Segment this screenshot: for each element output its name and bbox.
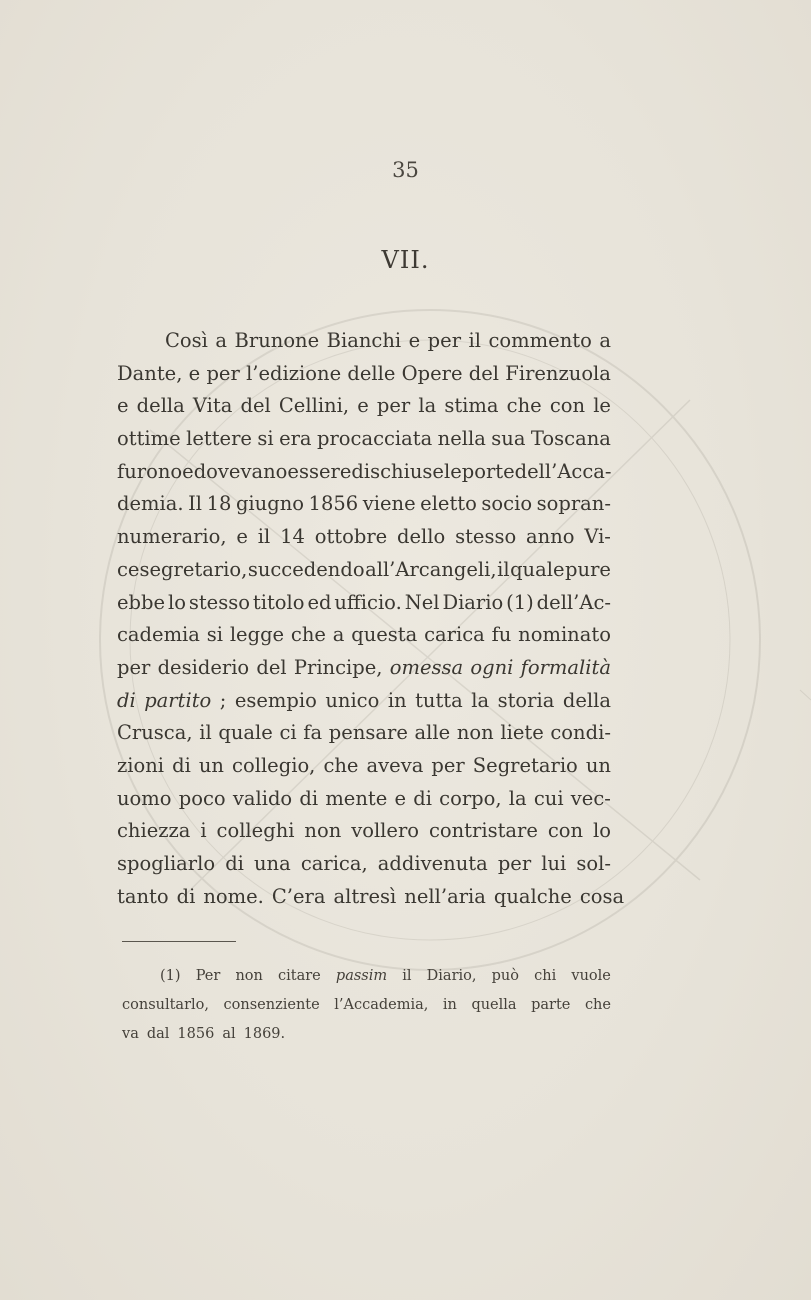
- body-word: dell’Acca-: [514, 459, 612, 483]
- body-word: liete: [500, 721, 544, 745]
- body-word: demia.: [117, 492, 184, 516]
- body-word: stima: [444, 394, 499, 418]
- body-word: del: [240, 394, 271, 418]
- body-word: questa: [351, 623, 418, 647]
- body-word: la: [508, 786, 527, 810]
- footnote-word: che: [584, 997, 611, 1013]
- body-word: ufficio.: [334, 590, 402, 614]
- footnote-line: [122, 962, 611, 991]
- body-word: ottobre: [314, 525, 388, 549]
- footnote-word: citare: [278, 968, 321, 984]
- body-line: [117, 881, 625, 914]
- body-word: unico: [325, 688, 380, 712]
- footnote-word: Diario,: [426, 968, 477, 984]
- body-word: ed: [307, 590, 332, 614]
- body-text: [117, 325, 625, 913]
- body-word: dischiuse: [351, 459, 444, 483]
- body-word: e: [408, 329, 421, 352]
- body-word: Principe,: [293, 655, 383, 679]
- body-word: mente: [325, 786, 388, 810]
- body-word: in: [387, 688, 407, 712]
- body-word: carica: [424, 623, 485, 647]
- body-word: del: [256, 655, 287, 679]
- body-word: ogni: [470, 655, 514, 679]
- body-word: Crusca,: [117, 721, 193, 745]
- body-word: altresì: [333, 884, 397, 908]
- body-word: cademia: [117, 623, 200, 647]
- footnote-word: vuole: [571, 968, 611, 984]
- body-word: si: [206, 623, 223, 647]
- body-word: contristare: [428, 819, 538, 843]
- body-word: lo: [167, 590, 186, 614]
- body-word: nella: [437, 427, 486, 451]
- body-word: per: [376, 394, 411, 418]
- body-word: Il: [188, 492, 203, 516]
- body-word: di: [299, 786, 319, 810]
- body-word: ci: [279, 721, 297, 745]
- body-word: vec-: [570, 786, 611, 810]
- body-word: e: [357, 394, 369, 418]
- footnote-word: Per: [195, 968, 221, 984]
- body-word: di: [172, 753, 191, 777]
- body-word: poco: [178, 786, 226, 810]
- body-word: chiezza: [117, 819, 191, 843]
- footnote-word: dal: [146, 1026, 170, 1042]
- body-line: [117, 521, 611, 554]
- body-word: all’Arcangeli,: [365, 557, 497, 581]
- footnote-word: consenziente: [223, 997, 320, 1013]
- body-word: la: [471, 688, 490, 712]
- body-word: legge: [229, 623, 285, 647]
- body-word: che: [506, 394, 542, 418]
- body-word: e: [188, 361, 201, 385]
- body-line: [117, 815, 611, 848]
- body-line: [117, 390, 611, 423]
- body-word: sopran-: [536, 492, 611, 516]
- body-word: Bianchi: [326, 329, 402, 352]
- footnote-word: passim: [335, 968, 388, 984]
- body-word: la: [418, 394, 437, 418]
- body-word: storia: [497, 688, 555, 712]
- body-word: si: [257, 427, 274, 451]
- body-word: lo: [592, 819, 611, 843]
- body-word: stesso: [188, 590, 250, 614]
- body-word: una: [254, 852, 291, 875]
- body-word: dello: [397, 525, 446, 549]
- body-word: porte: [461, 459, 515, 483]
- body-word: collegio,: [232, 753, 316, 777]
- footnote-line: [122, 991, 611, 1020]
- body-word: della: [562, 688, 611, 712]
- body-word: quale: [218, 721, 273, 745]
- body-word: C’era: [271, 884, 326, 908]
- body-word: era: [279, 427, 312, 451]
- body-word: alle: [414, 721, 451, 745]
- body-word: non: [304, 819, 342, 843]
- body-word: formalità: [520, 655, 611, 679]
- footnote-word: può: [491, 968, 519, 984]
- body-line: [117, 652, 611, 685]
- footnote-word: 1869.: [243, 1026, 286, 1042]
- body-word: di: [225, 852, 244, 875]
- body-word: pensare: [328, 721, 408, 745]
- body-word: 1856: [308, 492, 359, 516]
- body-word: commento: [488, 329, 592, 352]
- body-word: esempio: [234, 688, 317, 712]
- body-word: sua: [491, 427, 526, 451]
- body-word: un: [585, 753, 611, 777]
- body-word: con: [547, 819, 584, 843]
- body-word: dell’Ac-: [536, 590, 611, 614]
- body-word: anno: [526, 525, 575, 549]
- body-line: [117, 783, 611, 816]
- body-word: a: [599, 329, 611, 352]
- body-word: per: [117, 655, 151, 679]
- body-word: delle: [347, 361, 396, 385]
- body-word: lui: [541, 852, 567, 875]
- body-word: Vi-: [584, 525, 611, 549]
- body-word: un: [198, 753, 224, 777]
- footnote-word: il: [402, 968, 412, 984]
- body-word: (1): [506, 590, 534, 614]
- footnote-word: non: [235, 968, 263, 984]
- footnote-word: consultarlo,: [122, 997, 209, 1013]
- body-word: succedendo: [247, 557, 365, 581]
- footnote-word: l’Accademia,: [334, 997, 429, 1013]
- chapter-heading: VII.: [381, 246, 430, 274]
- body-word: Diario: [442, 590, 504, 614]
- body-line: [117, 488, 611, 521]
- body-word: non: [456, 721, 494, 745]
- body-word: dovevano: [193, 459, 288, 483]
- body-word: nome.: [203, 884, 264, 908]
- body-word: Vita: [192, 394, 233, 418]
- body-word: giugno: [235, 492, 305, 516]
- body-word: il: [468, 329, 482, 352]
- body-word: pure: [565, 557, 611, 581]
- body-word: Segretario: [472, 753, 578, 777]
- body-word: quale: [510, 557, 565, 581]
- body-word: nell’aria: [404, 884, 486, 908]
- body-word: lettere: [186, 427, 252, 451]
- body-word: cosa: [579, 884, 625, 908]
- body-word: Nel: [404, 590, 440, 614]
- body-word: il: [199, 721, 212, 745]
- body-word: e: [394, 786, 407, 810]
- body-word: fu: [491, 623, 512, 647]
- body-word: ebbe: [117, 590, 166, 614]
- footnote-word: va: [122, 1026, 139, 1042]
- body-line: [117, 325, 611, 358]
- body-line: [117, 717, 611, 750]
- body-word: i: [200, 819, 207, 843]
- body-word: qualche: [493, 884, 572, 908]
- body-word: socio: [481, 492, 533, 516]
- body-word: il: [257, 525, 271, 549]
- body-word: omessa: [389, 655, 464, 679]
- body-word: aveva: [366, 753, 424, 777]
- body-word: condi-: [550, 721, 611, 745]
- body-word: desiderio: [157, 655, 250, 679]
- body-word: corpo,: [439, 786, 502, 810]
- body-word: furono: [117, 459, 183, 483]
- body-word: Opere: [401, 361, 463, 385]
- body-line: [117, 750, 611, 783]
- body-line: [117, 619, 611, 652]
- footnote-word: chi: [534, 968, 557, 984]
- body-word: sol-: [576, 852, 611, 875]
- body-word: uomo: [117, 786, 172, 810]
- body-word: stesso: [455, 525, 517, 549]
- body-word: l’edizione: [246, 361, 342, 385]
- body-word: titolo: [252, 590, 305, 614]
- body-word: del: [468, 361, 500, 385]
- body-word: addivenuta: [377, 852, 488, 875]
- body-word: tutta: [415, 688, 463, 712]
- body-word: Brunone: [234, 329, 320, 352]
- body-word: essere: [287, 459, 352, 483]
- body-word: zioni: [117, 753, 165, 777]
- body-word: Così: [165, 329, 208, 352]
- body-word: 14: [280, 525, 305, 549]
- body-word: con: [549, 394, 586, 418]
- body-word: per: [497, 852, 532, 875]
- body-word: della: [136, 394, 185, 418]
- body-line: [117, 358, 611, 391]
- body-word: nominato: [518, 623, 611, 647]
- body-word: il: [497, 557, 510, 581]
- body-word: ottime: [117, 427, 181, 451]
- body-line: [117, 423, 611, 456]
- footnote-line: [122, 1020, 611, 1049]
- body-word: che: [290, 623, 326, 647]
- body-word: le: [443, 459, 462, 483]
- body-word: e: [236, 525, 248, 549]
- body-line: [117, 848, 611, 881]
- body-word: Cellini,: [278, 394, 350, 418]
- body-word: le: [593, 394, 611, 418]
- body-word: Firenzuola: [505, 361, 611, 385]
- body-word: e: [117, 394, 129, 418]
- body-word: numerario,: [117, 525, 227, 549]
- footnote-word: al: [222, 1026, 236, 1042]
- body-word: valido: [232, 786, 293, 810]
- body-line: [117, 554, 611, 587]
- footnote-word: quella: [471, 997, 517, 1013]
- body-word: procacciata: [316, 427, 433, 451]
- page-number: 35: [392, 158, 419, 182]
- body-word: per: [431, 753, 465, 777]
- body-word: a: [332, 623, 345, 647]
- body-word: che: [323, 753, 359, 777]
- body-word: di: [117, 688, 136, 712]
- body-line: [117, 587, 611, 620]
- body-word: partito: [144, 688, 212, 712]
- body-word: a: [215, 329, 228, 352]
- footnote-separator: [122, 941, 236, 942]
- body-word: vollero: [351, 819, 420, 843]
- body-word: ;: [219, 688, 227, 712]
- body-line: [117, 456, 611, 489]
- body-word: per: [206, 361, 240, 385]
- body-word: Dante,: [117, 361, 183, 385]
- footnote-word: 1856: [177, 1026, 215, 1042]
- body-word: e: [182, 459, 194, 483]
- body-word: cui: [533, 786, 564, 810]
- footnote-word: parte: [531, 997, 571, 1013]
- body-word: eletto: [420, 492, 477, 516]
- body-word: tanto: [117, 884, 169, 908]
- footnote-word: in: [442, 997, 457, 1013]
- body-word: carica,: [300, 852, 368, 875]
- footnote: [122, 962, 611, 1049]
- body-word: viene: [362, 492, 416, 516]
- body-word: per: [427, 329, 462, 352]
- body-word: Toscana: [530, 427, 611, 451]
- body-word: colleghi: [216, 819, 295, 843]
- body-word: di: [176, 884, 196, 908]
- body-word: di: [413, 786, 432, 810]
- body-word: fa: [303, 721, 323, 745]
- body-word: cesegretario,: [117, 557, 248, 581]
- body-word: spogliarlo: [117, 852, 216, 875]
- footnote-word: (1): [160, 968, 181, 984]
- body-line: [117, 685, 611, 718]
- body-word: 18: [206, 492, 232, 516]
